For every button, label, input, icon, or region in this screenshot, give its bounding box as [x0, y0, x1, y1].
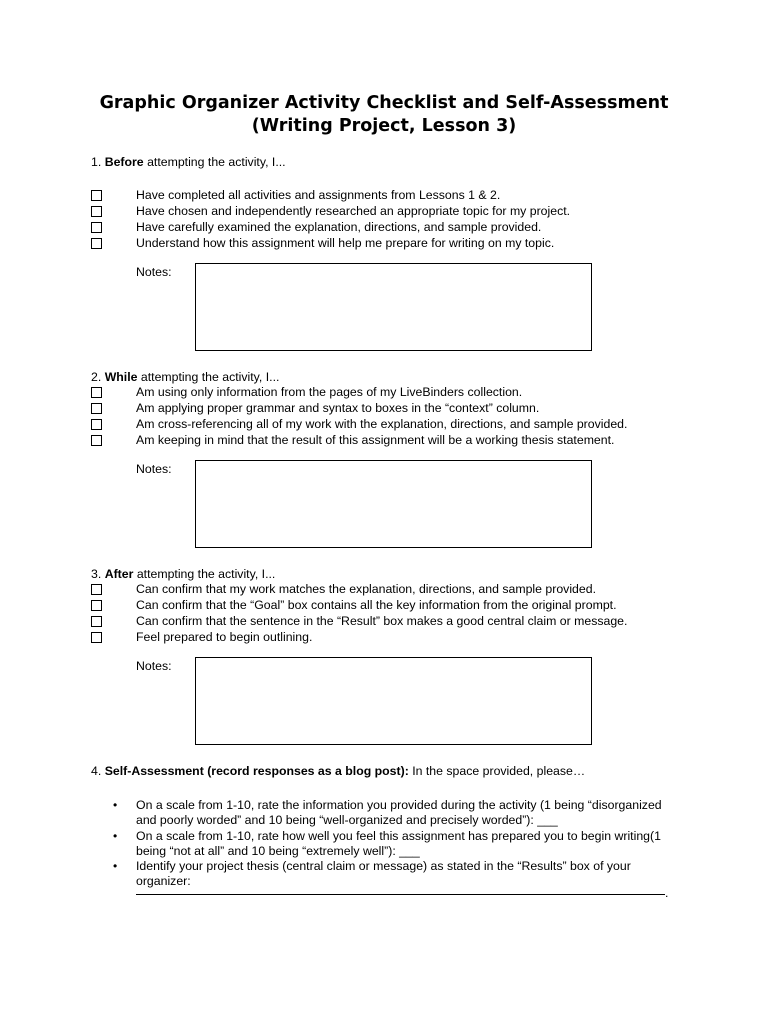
checklist-item-text: Have chosen and independently researched an appropriate topic for my project.: [136, 204, 571, 218]
checkbox[interactable]: [91, 387, 102, 398]
thesis-line-end-mark: .: [665, 886, 669, 900]
section-3-heading-rest: attempting the activity, I...: [136, 567, 276, 581]
checklist-item-text: Am keeping in mind that the result of this assignment will be a working thesis statement.: [136, 433, 615, 447]
bullet-icon: •: [113, 859, 118, 873]
checklist-item-text: Can confirm that the sentence in the “Result” box makes a good central claim or message.: [136, 614, 628, 628]
bullet-line: On a scale from 1-10, rate how well you feel this assignment has prepared you to begin writing(1: [136, 829, 661, 843]
bullet-line: organizer:: [136, 874, 191, 888]
checklist-item-text: Can confirm that the “Goal” box contains all the key information from the original prompt.: [136, 598, 617, 612]
section-2-notes-label: Notes:: [136, 462, 172, 476]
checkbox[interactable]: [91, 190, 102, 201]
checkbox[interactable]: [91, 419, 102, 430]
section-4-heading: [91, 764, 585, 779]
checkbox[interactable]: [91, 206, 102, 217]
bullet-icon: •: [113, 798, 118, 812]
bullet-text: [136, 798, 696, 828]
bullet-line: and poorly worded” and 10 being “well-organized and precisely worded”): ___: [136, 813, 558, 827]
checkbox[interactable]: [91, 435, 102, 446]
checklist-item-text: Am using only information from the pages of my LiveBinders collection.: [136, 385, 523, 399]
section-3-heading: [91, 567, 275, 582]
section-1-number: 1.: [91, 155, 102, 169]
checklist-item-text: Can confirm that my work matches the explanation, directions, and sample provided.: [136, 582, 596, 596]
checkbox[interactable]: [91, 238, 102, 249]
section-2-keyword: While: [104, 370, 138, 384]
bullet-text: [136, 829, 696, 859]
section-3-number: 3.: [91, 567, 102, 581]
section-2-number: 2.: [91, 370, 102, 384]
section-1-heading-rest: attempting the activity, I...: [147, 155, 286, 169]
section-3-notes-box[interactable]: [195, 657, 592, 745]
section-2-heading-rest: attempting the activity, I...: [140, 370, 280, 384]
section-1-notes-box[interactable]: [195, 263, 592, 351]
checkbox[interactable]: [91, 584, 102, 595]
checklist-item-text: Have completed all activities and assignments from Lessons 1 & 2.: [136, 188, 501, 202]
section-1-notes-label: Notes:: [136, 265, 172, 279]
checkbox[interactable]: [91, 616, 102, 627]
checkbox[interactable]: [91, 600, 102, 611]
bullet-line: being “not at all” and 10 being “extremely well”): ___: [136, 844, 420, 858]
page-title: [60, 92, 708, 138]
checklist-item-text: Have carefully examined the explanation, directions, and sample provided.: [136, 220, 542, 234]
section-4-keyword: Self-Assessment (record responses as a blog post):: [104, 764, 409, 778]
title-line-2: (Writing Project, Lesson 3): [251, 116, 517, 136]
checkbox[interactable]: [91, 222, 102, 233]
bullet-icon: •: [113, 829, 118, 843]
section-3-notes-label: Notes:: [136, 659, 172, 673]
bullet-line: Identify your project thesis (central claim or message) as stated in the “Results” box of your: [136, 859, 631, 873]
bullet-line: On a scale from 1-10, rate the information you provided during the activity (1 being “disorganized: [136, 798, 662, 812]
section-4-number: 4.: [91, 764, 102, 778]
section-1-heading: [91, 155, 286, 170]
checklist-item-text: Am cross-referencing all of my work with the explanation, directions, and sample provided.: [136, 417, 628, 431]
section-3-keyword: After: [104, 567, 134, 581]
checklist-item-text: Feel prepared to begin outlining.: [136, 630, 313, 644]
checkbox[interactable]: [91, 403, 102, 414]
section-2-heading: [91, 370, 279, 385]
bullet-text: [136, 859, 696, 889]
title-line-1: Graphic Organizer Activity Checklist and Self-Assessment: [99, 93, 669, 113]
checkbox[interactable]: [91, 632, 102, 643]
section-2-notes-box[interactable]: [195, 460, 592, 548]
checklist-item-text: Am applying proper grammar and syntax to boxes in the “context” column.: [136, 401, 540, 415]
section-4-heading-rest: In the space provided, please…: [412, 764, 586, 778]
checklist-item-text: Understand how this assignment will help me prepare for writing on my topic.: [136, 236, 555, 250]
thesis-answer-line[interactable]: [136, 894, 665, 895]
section-1-keyword: Before: [104, 155, 144, 169]
